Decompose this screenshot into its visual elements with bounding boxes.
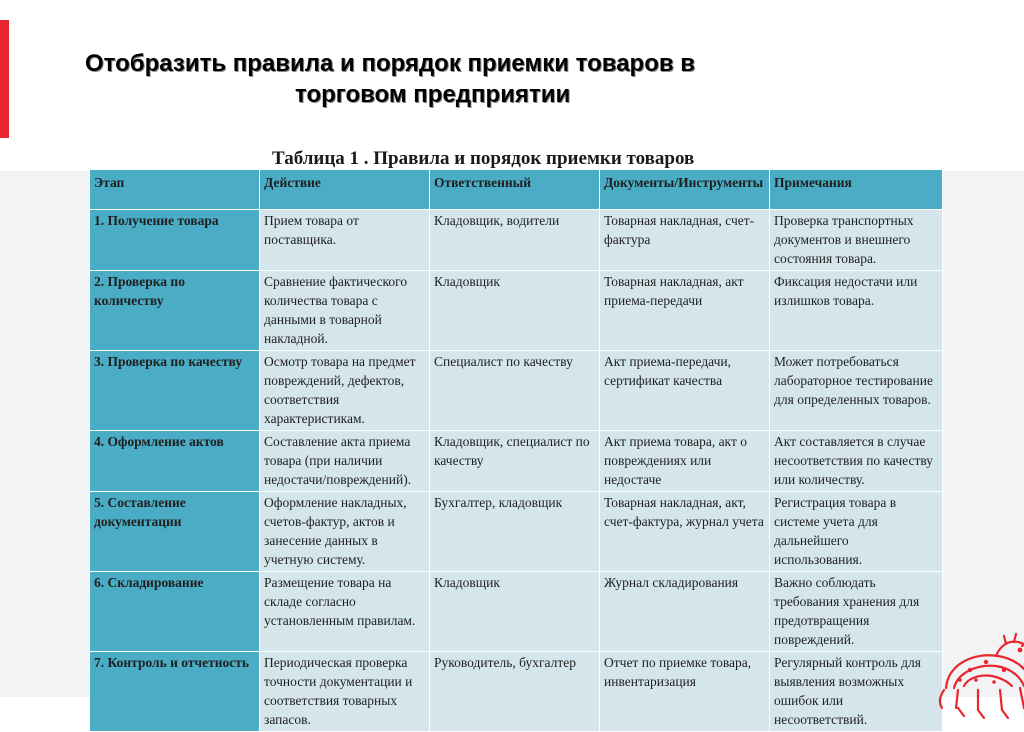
table-row [90,351,943,431]
cell-action: Периодическая проверка точности документации и соответствия товарных запасов. [260,652,430,732]
cell-stage: 7. Контроль и отчетность [90,652,260,732]
cell-responsible: Кладовщик, специалист по качеству [430,431,600,492]
cell-notes: Регистрация товара в системе учета для дальнейшего использования. [770,492,943,572]
cell-action: Составление акта приема товара (при наличии недостачи/повреждений). [260,431,430,492]
slide-title-line-2: торговом предприятии [295,81,571,108]
cell-stage: 5. Составление документации [90,492,260,572]
cell-documents: Товарная накладная, акт приема-передачи [600,271,770,351]
cell-documents: Товарная накладная, счет-фактура [600,210,770,271]
cell-action: Прием товара от поставщика. [260,210,430,271]
header-responsible: Ответственный [430,170,600,210]
table-header-row [90,170,943,210]
cell-documents: Акт приема-передачи, сертификат качества [600,351,770,431]
cell-responsible: Кладовщик [430,572,600,652]
cell-notes: Проверка транспортных документов и внешнего состояния товара. [770,210,943,271]
table-row [90,652,943,732]
cell-responsible: Специалист по качеству [430,351,600,431]
cell-notes: Важно соблюдать требования хранения для предотвращения повреждений. [770,572,943,652]
cell-stage: 4. Оформление актов [90,431,260,492]
cell-stage: 6. Складирование [90,572,260,652]
ornamental-animal-icon [934,630,1024,722]
header-action: Действие [260,170,430,210]
cell-documents: Журнал складирования [600,572,770,652]
acceptance-rules-table [89,169,943,732]
cell-action: Сравнение фактического количества товара с данными в товарной накладной. [260,271,430,351]
accent-bar [0,20,9,138]
cell-notes: Фиксация недостачи или излишков товара. [770,271,943,351]
header-stage: Этап [90,170,260,210]
table-caption: Таблица 1 . Правила и порядок приемки товаров [272,148,695,169]
cell-documents: Акт приема товара, акт о повреждениях или недостаче [600,431,770,492]
cell-action: Оформление накладных, счетов-фактур, актов и занесение данных в учетную систему. [260,492,430,572]
table-row [90,431,943,492]
cell-action: Размещение товара на складе согласно установленным правилам. [260,572,430,652]
table-row [90,492,943,572]
cell-action: Осмотр товара на предмет повреждений, дефектов, соответствия характеристикам. [260,351,430,431]
header-notes: Примечания [770,170,943,210]
cell-documents: Товарная накладная, акт, счет-фактура, журнал учета [600,492,770,572]
cell-stage: 3. Проверка по качеству [90,351,260,431]
cell-documents: Отчет по приемке товара, инвентаризация [600,652,770,732]
cell-responsible: Кладовщик, водители [430,210,600,271]
cell-notes: Регулярный контроль для выявления возможных ошибок или несоответствий. [770,652,943,732]
cell-responsible: Кладовщик [430,271,600,351]
cell-stage: 2. Проверка по количеству [90,271,260,351]
table-row [90,210,943,271]
table-row [90,572,943,652]
slide-title-line-1: Отобразить правила и порядок приемки товаров в [85,50,696,77]
cell-notes: Может потребоваться лабораторное тестирование для определенных товаров. [770,351,943,431]
cell-notes: Акт составляется в случае несоответствия по качеству или количеству. [770,431,943,492]
header-documents: Документы/Инструменты [600,170,770,210]
cell-responsible: Бухгалтер, кладовщик [430,492,600,572]
table-row [90,271,943,351]
cell-stage: 1. Получение товара [90,210,260,271]
cell-responsible: Руководитель, бухгалтер [430,652,600,732]
